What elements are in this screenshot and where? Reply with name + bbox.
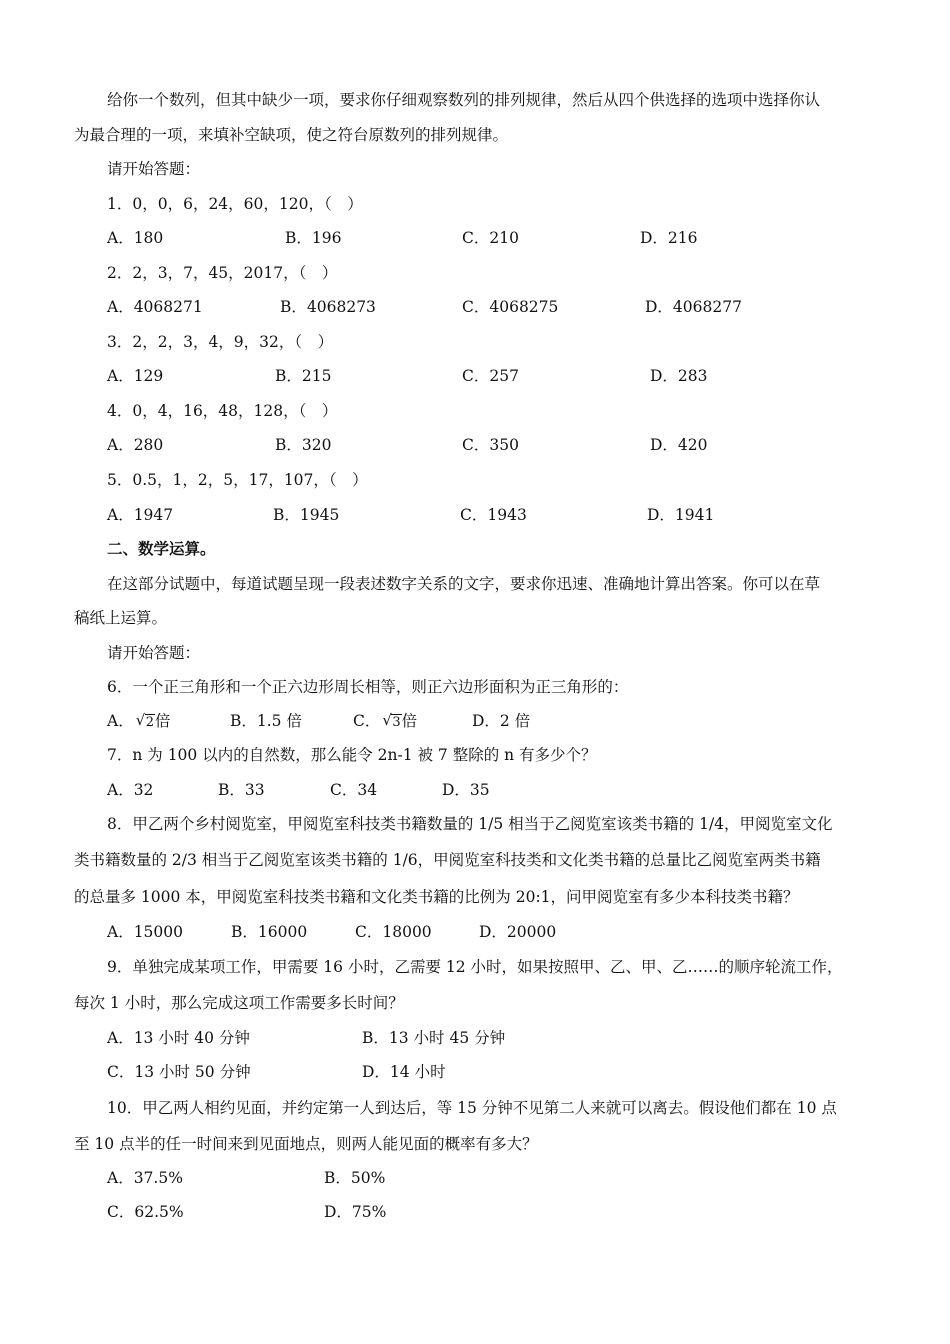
sec1-intro-line1: 给你一个数列，但其中缺少一项，要求你仔细观察数列的排列规律，然后从四个供选择的选项中选择你认 (107, 91, 821, 109)
q10-line2: 至 10 点半的任一时间来到见面地点，则两人能见面的概率有多大？ (74, 1135, 538, 1153)
q8-option-d: D．20000 (479, 923, 557, 941)
q10-option-b: B．50% (324, 1169, 386, 1187)
q1-option-c: C．210 (462, 229, 519, 247)
q4-option-a: A．280 (107, 436, 164, 454)
q6-option-b: B．1.5 倍 (230, 712, 302, 730)
q6-option-d: D．2 倍 (472, 712, 531, 730)
q9-line2: 每次 1 小时，那么完成这项工作需要多长时间？ (74, 994, 404, 1012)
sec1-start: 请开始答题： (107, 160, 201, 178)
q8-line2: 类书籍数量的 2/3 相当于乙阅览室该类书籍的 1/6，甲阅览室科技类和文化类书籍的总量比乙阅览室两类书籍 (74, 851, 821, 869)
q2-option-d: D．4068277 (645, 298, 742, 316)
q1-option-a: A．180 (107, 229, 164, 247)
q10-option-c: C．62.5% (107, 1203, 184, 1221)
q6-option-a-suffix: 倍 (154, 712, 171, 730)
q1-option-b: B．196 (285, 229, 342, 247)
q6-option-a (107, 711, 171, 733)
q8-option-b: B．16000 (231, 923, 308, 941)
q5-option-b: B．1945 (273, 506, 340, 524)
q7-option-c: C．34 (330, 781, 378, 799)
q5-option-a: A．1947 (107, 506, 174, 524)
radicand: 2 (145, 715, 154, 730)
q3-option-d: D．283 (650, 367, 708, 385)
q4-option-d: D．420 (650, 436, 708, 454)
q7-option-b: B．33 (218, 781, 265, 799)
q9-option-c: C．13 小时 50 分钟 (107, 1063, 251, 1081)
q9-option-a: A．13 小时 40 分钟 (107, 1029, 250, 1047)
q6-stem: 6．一个正三角形和一个正六边形周长相等，则正六边形面积为正三角形的： (107, 678, 629, 696)
q9-option-b: B．13 小时 45 分钟 (362, 1029, 506, 1047)
q2-option-b: B．4068273 (280, 298, 376, 316)
q8-line1: 8．甲乙两个乡村阅览室，甲阅览室科技类书籍数量的 1/5 相当于乙阅览室该类书籍的 1/4，甲阅览室文化 (107, 815, 833, 833)
q6-option-c-prefix: C． (353, 712, 381, 730)
q9-option-d: D．14 小时 (362, 1063, 446, 1081)
q3-option-b: B．215 (275, 367, 332, 385)
q4-stem: 4．0，4，16，48，128，（ ） (107, 402, 338, 420)
sec2-intro-line1: 在这部分试题中，每道试题呈现一段表述数字关系的文字，要求你迅速、准确地计算出答案。你可以在草 (107, 575, 821, 593)
q8-option-a: A．15000 (107, 923, 184, 941)
q1-stem: 1．0，0，6，24，60，120，（ ） (107, 195, 363, 213)
radical-sign: √ (135, 711, 146, 729)
sec2-start: 请开始答题： (107, 644, 201, 662)
sec2-heading: 二、数学运算。 (107, 539, 216, 558)
q1-option-d: D．216 (640, 229, 698, 247)
q7-stem: 7．n 为 100 以内的自然数，那么能令 2n-1 被 7 整除的 n 有多少个？ (107, 746, 597, 764)
q3-option-a: A．129 (107, 367, 164, 385)
q7-option-d: D．35 (442, 781, 490, 799)
sec1-intro-line2: 为最合理的一项，来填补空缺项，使之符台原数列的排列规律。 (74, 126, 509, 144)
q2-option-a: A．4068271 (107, 298, 203, 316)
q8-line3: 的总量多 1000 本，甲阅览室科技类书籍和文化类书籍的比例为 20:1，问甲阅览室有多少本科技类书籍？ (74, 888, 799, 906)
q10-line1: 10．甲乙两人相约见面，并约定第一人到达后，等 15 分钟不见第二人来就可以离去。假设他们都在 10 点 (107, 1099, 837, 1117)
radical-sign: √ (382, 711, 392, 729)
q4-option-b: B．320 (275, 436, 332, 454)
q10-option-a: A．37.5% (107, 1169, 183, 1187)
q2-option-c: C．4068275 (462, 298, 559, 316)
sqrt-2 (136, 711, 155, 733)
q6-option-c (353, 711, 417, 733)
q10-option-d: D．75% (324, 1203, 387, 1221)
q5-stem: 5．0.5，1，2，5，17，107，（ ） (107, 471, 368, 489)
radicand: 3 (392, 715, 401, 730)
sqrt-3 (382, 711, 401, 733)
q6-option-a-prefix: A． (107, 712, 134, 730)
q5-option-c: C．1943 (460, 506, 527, 524)
q7-option-a: A．32 (107, 781, 154, 799)
q3-option-c: C．257 (462, 367, 519, 385)
q3-stem: 3．2，2，3，4，9，32，（ ） (107, 333, 334, 351)
q8-option-c: C．18000 (355, 923, 432, 941)
q5-option-d: D．1941 (647, 506, 715, 524)
q4-option-c: C．350 (462, 436, 519, 454)
q6-option-c-suffix: 倍 (401, 712, 418, 730)
sec2-intro-line2: 稿纸上运算。 (74, 609, 168, 627)
q9-line1: 9．单独完成某项工作，甲需要 16 小时，乙需要 12 小时，如果按照甲、乙、甲、乙……的顺序轮流工作， (107, 958, 843, 976)
q2-stem: 2．2，3，7，45，2017，（ ） (107, 264, 338, 282)
